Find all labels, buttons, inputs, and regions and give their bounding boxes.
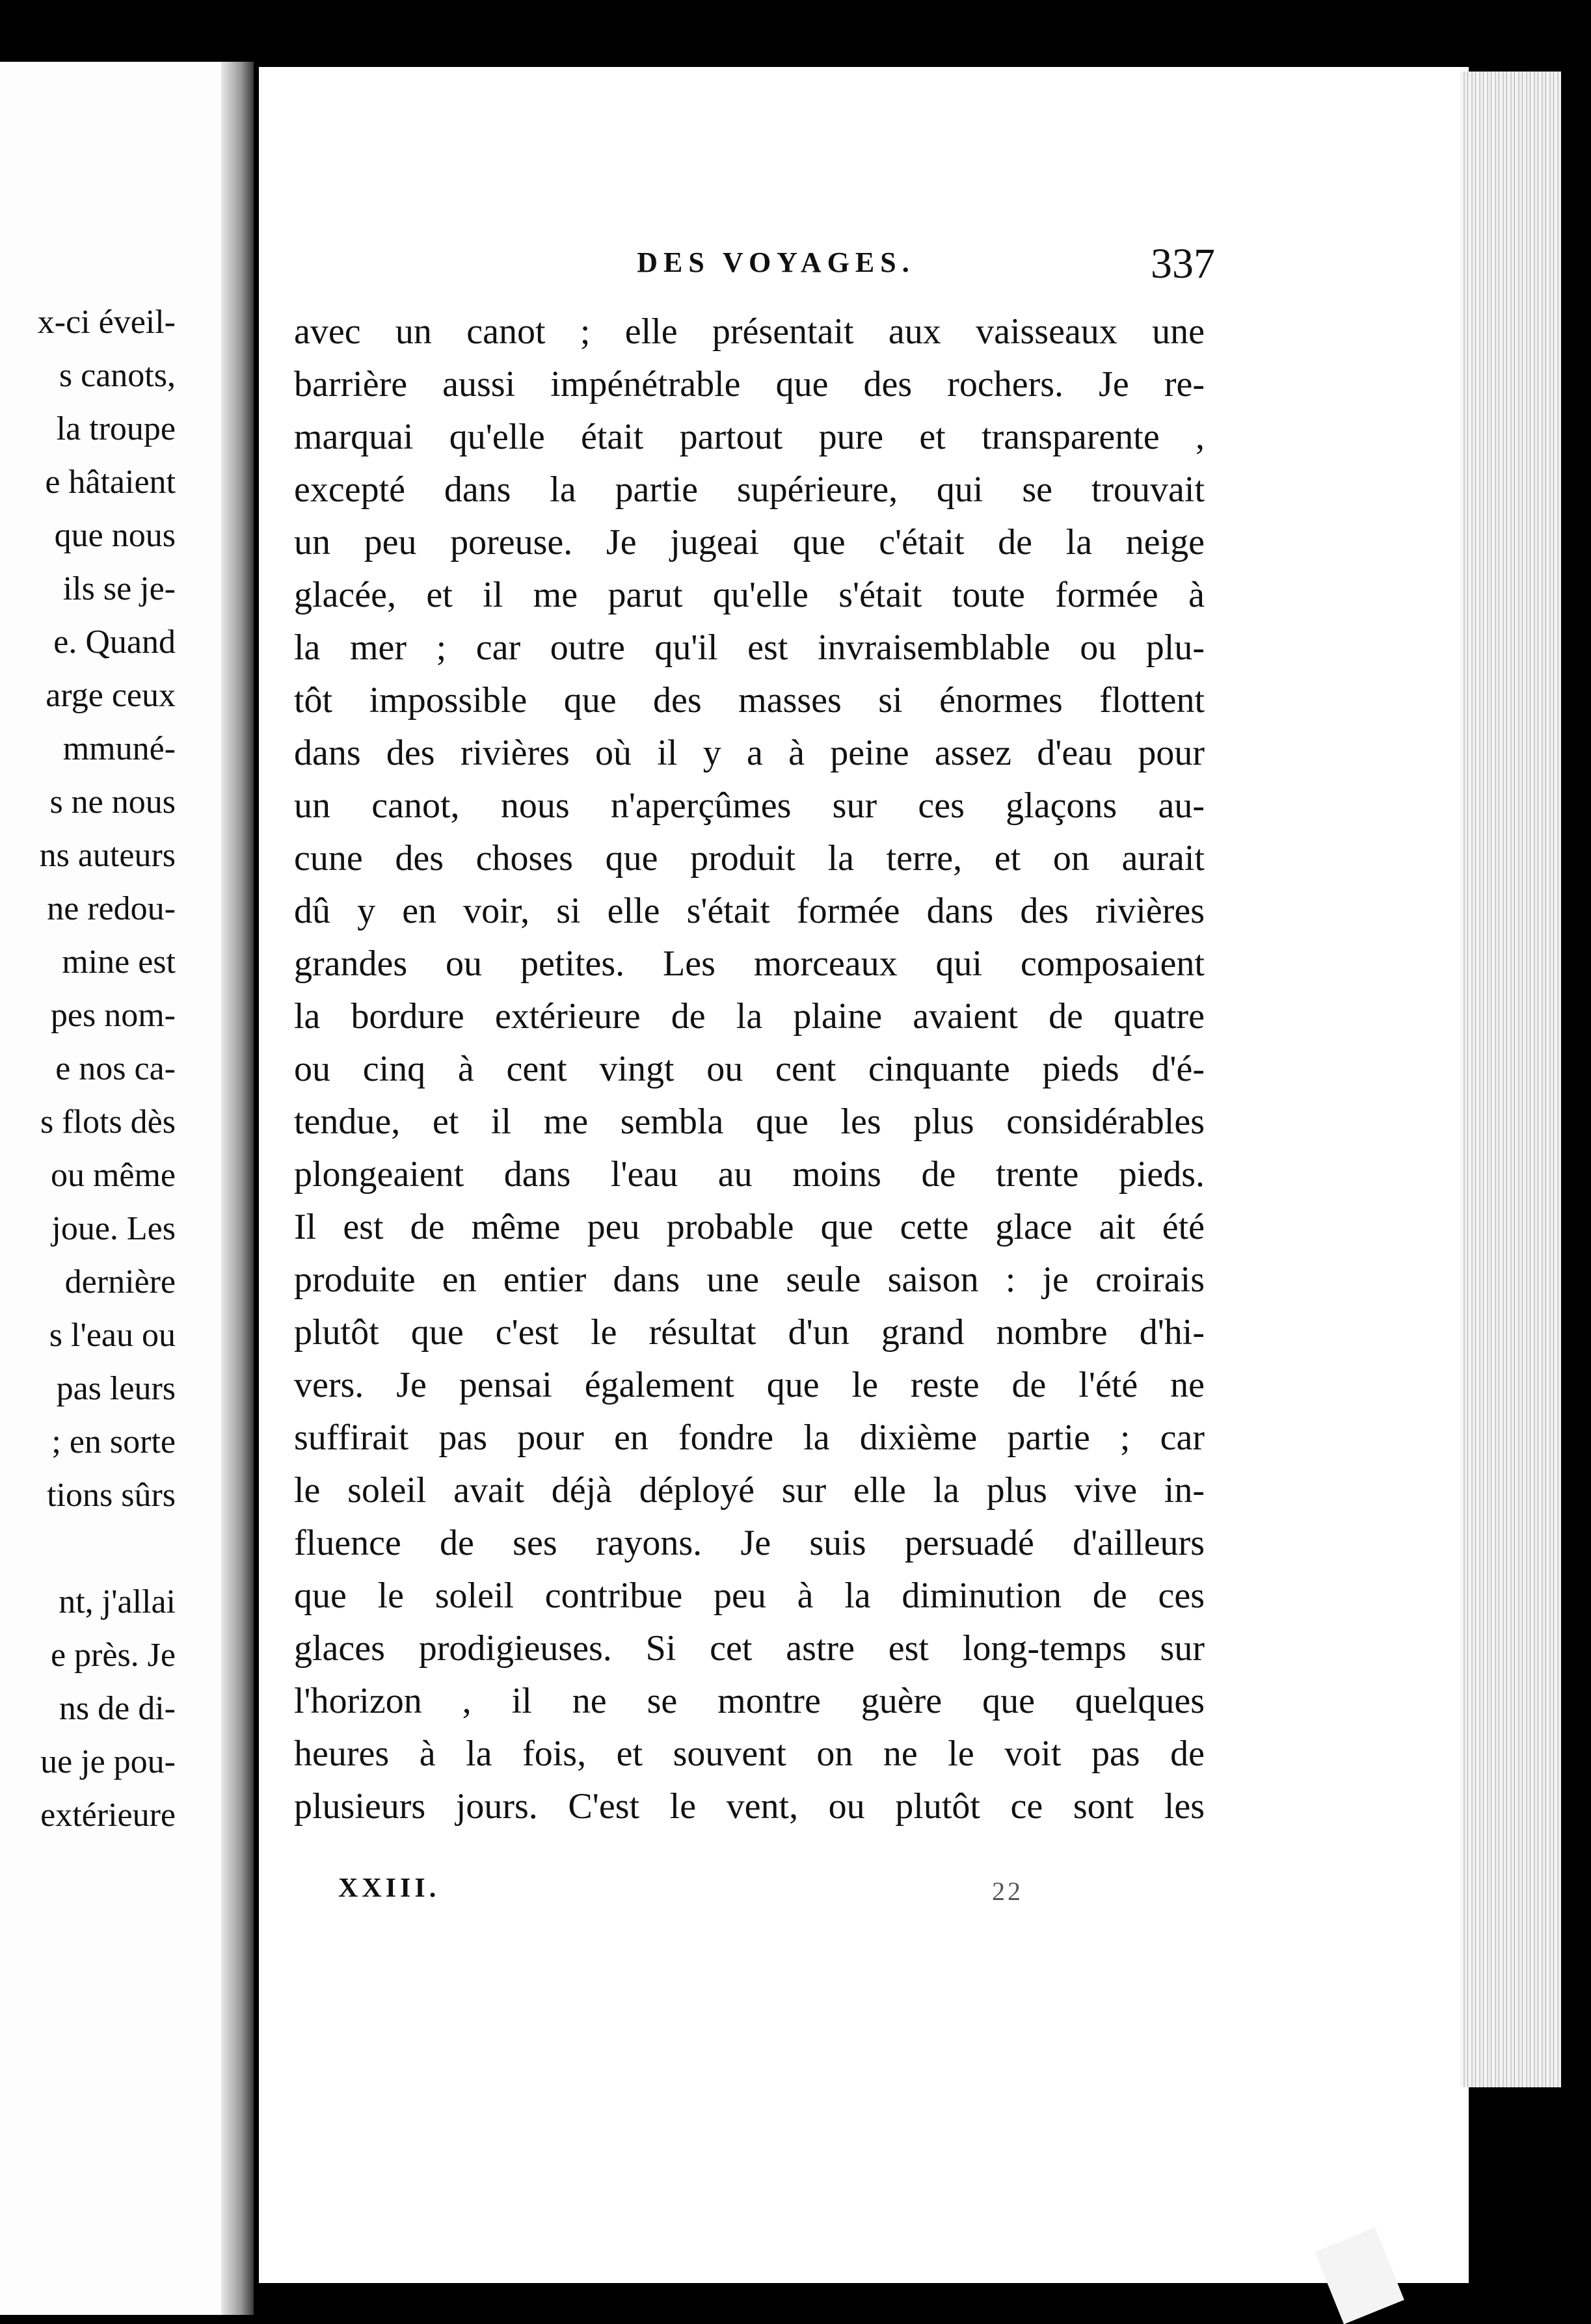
- body-text: [294, 306, 1205, 1833]
- left-text-line: mmuné-: [62, 730, 176, 767]
- text-line: plusieurs jours. C'est le vent, ou plutôt ce sont les: [294, 1786, 1205, 1827]
- left-text-line: nt, j'allai: [59, 1583, 176, 1620]
- text-line: cune des choses que produit la terre, et on aurait: [294, 838, 1205, 878]
- text-line: glacée, et il me parut qu'elle s'était toute formée à: [294, 575, 1205, 615]
- left-text-line: la troupe: [56, 410, 176, 447]
- page-number: 337: [1151, 240, 1215, 287]
- text-line: dû y en voir, si elle s'était formée dans des rivières: [294, 891, 1205, 931]
- signature-mark: XXIII.: [338, 1873, 440, 1903]
- left-page-text: [0, 296, 176, 1842]
- left-text-line: pas leurs: [56, 1370, 176, 1407]
- text-line: barrière aussi impénétrable que des rochers. Je re-: [294, 364, 1205, 404]
- left-text-line: s l'eau ou: [49, 1317, 176, 1354]
- book-gutter: [221, 62, 254, 2315]
- left-text-line: s ne nous: [49, 784, 176, 821]
- left-text-line: e près. Je: [50, 1637, 176, 1674]
- text-line: excepté dans la partie supérieure, qui se trouvait: [294, 469, 1205, 510]
- left-text-line: ils se je-: [62, 570, 176, 607]
- text-line: heures à la fois, et souvent on ne le voit pas de: [294, 1734, 1205, 1774]
- text-line: glaces prodigieuses. Si cet astre est long-temps sur: [294, 1628, 1205, 1669]
- text-line: grandes ou petites. Les morceaux qui composaient: [294, 944, 1205, 984]
- running-head: DES VOYAGES.: [637, 246, 915, 278]
- text-line: un canot, nous n'aperçûmes sur ces glaçons au-: [294, 786, 1205, 826]
- left-text-line: joue. Les: [51, 1210, 176, 1247]
- left-text-line: ue je pou-: [40, 1743, 176, 1780]
- left-text-line: e hâtaient: [45, 464, 176, 501]
- text-line: le soleil avait déjà déployé sur elle la plus vive in-: [294, 1470, 1205, 1511]
- left-text-line: s flots dès: [40, 1103, 176, 1141]
- text-line: la bordure extérieure de la plaine avaient de quatre: [294, 996, 1205, 1037]
- left-text-line: ns auteurs: [39, 837, 176, 874]
- left-text-line: dernière: [64, 1263, 176, 1301]
- text-line: tendue, et il me sembla que les plus considérables: [294, 1102, 1205, 1142]
- left-text-line: que nous: [54, 517, 176, 554]
- text-line: vers. Je pensai également que le reste de l'été ne: [294, 1365, 1205, 1405]
- left-text-line: ne redou-: [47, 890, 176, 927]
- text-line: un peu poreuse. Je jugeai que c'était de la neige: [294, 522, 1205, 562]
- text-line: marquai qu'elle était partout pure et transparente ,: [294, 417, 1205, 457]
- text-line: l'horizon , il ne se montre guère que quelques: [294, 1681, 1205, 1721]
- left-text-line: ou même: [50, 1157, 176, 1194]
- text-line: Il est de même peu probable que cette glace ait été: [294, 1207, 1205, 1247]
- text-line: produite en entier dans une seule saison : je croirais: [294, 1260, 1205, 1300]
- left-text-line: [0, 1522, 176, 1576]
- left-text-line: extérieure: [40, 1797, 176, 1834]
- text-line: que le soleil contribue peu à la diminution de ces: [294, 1576, 1205, 1616]
- left-text-line: mine est: [62, 944, 176, 981]
- text-line: ou cinq à cent vingt ou cent cinquante pieds d'é-: [294, 1049, 1205, 1089]
- page-edges: [1460, 72, 1561, 2087]
- left-text-line: s canots,: [59, 357, 176, 394]
- text-line: la mer ; car outre qu'il est invraisemblable ou plu-: [294, 627, 1205, 668]
- left-text-line: e nos ca-: [55, 1050, 176, 1087]
- left-text-line: arge ceux: [46, 677, 176, 714]
- text-line: plongeaient dans l'eau au moins de trente pieds.: [294, 1154, 1205, 1195]
- text-line: avec un canot ; elle présentait aux vaisseaux une: [294, 311, 1205, 352]
- text-line: fluence de ses rayons. Je suis persuadé d'ailleurs: [294, 1523, 1205, 1563]
- left-text-line: pes nom-: [50, 997, 176, 1034]
- signature-number: 22: [992, 1877, 1023, 1906]
- text-line: tôt impossible que des masses si énormes flottent: [294, 680, 1205, 720]
- left-text-line: x-ci éveil-: [37, 304, 176, 341]
- left-text-line: ns de di-: [59, 1690, 176, 1727]
- text-line: dans des rivières où il y a à peine assez d'eau pour: [294, 733, 1205, 773]
- text-line: plutôt que c'est le résultat d'un grand nombre d'hi-: [294, 1312, 1205, 1353]
- left-text-line: tions sûrs: [47, 1477, 176, 1514]
- left-text-line: e. Quand: [53, 624, 176, 661]
- left-text-line: ; en sorte: [51, 1423, 176, 1460]
- text-line: suffirait pas pour en fondre la dixième partie ; car: [294, 1418, 1205, 1458]
